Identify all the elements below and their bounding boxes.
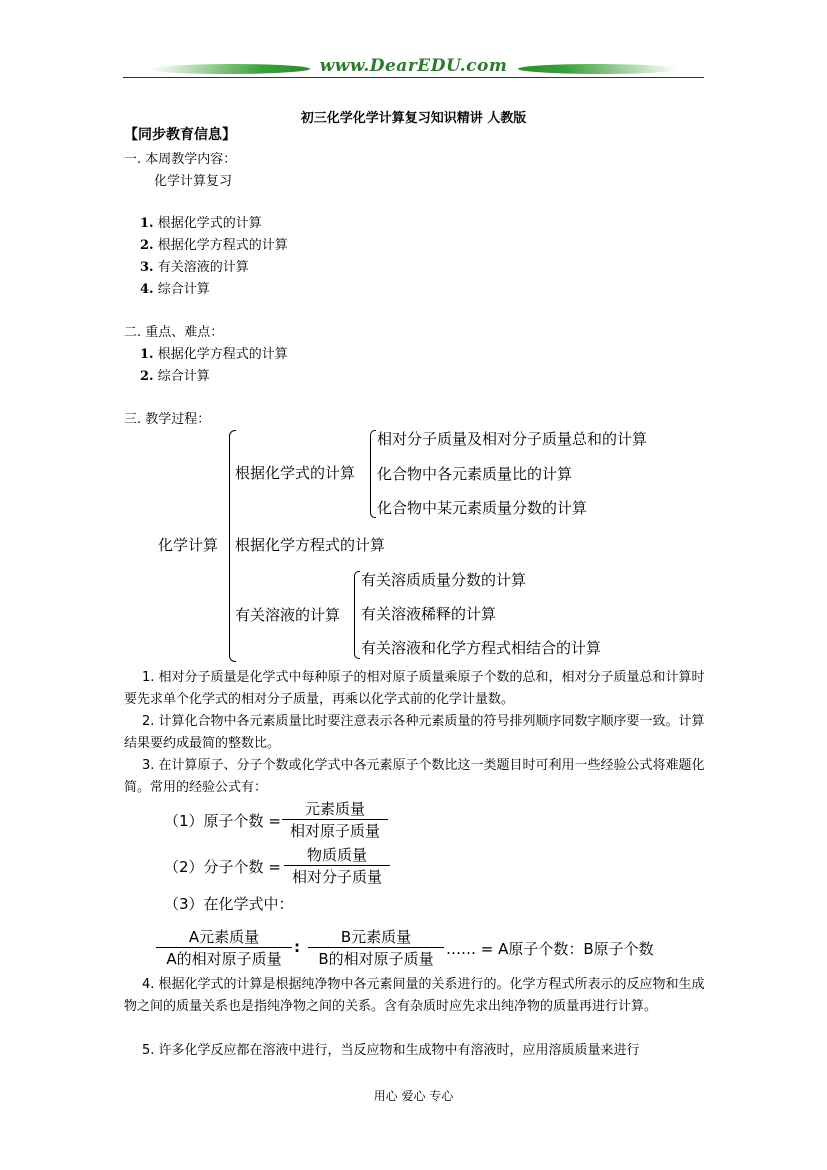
tree-leaf: 相对分子质量及相对分子质量总和的计算 <box>377 430 648 448</box>
tree-leaf: 化合物中某元素质量分数的计算 <box>377 499 588 517</box>
s1-item: 3. 有关溶液的计算 <box>140 260 249 275</box>
paragraph: 1. 相对分子质量是化学式中每种原子的相对原子质量乘原子个数的总和，相对分子质量总和计算时要先求单个化学式的相对分子质量，再乘以化学式前的化学计量数。 <box>124 670 705 707</box>
numerator: 物质质量 <box>306 846 367 864</box>
tree-branch-1: 根据化学式的计算 <box>235 464 356 482</box>
paragraph: 2. 计算化合物中各元素质量比时要注意表示各种元素质量的符号排列顺序同数字顺序要一致。计算结果要约成最简的整数比。 <box>124 714 705 751</box>
tree-brace-1 <box>370 430 376 518</box>
formula-3-tail: …… = A原子个数：B原子个数 <box>446 940 654 958</box>
s2-heading: 二. 重点、难点： <box>124 325 224 340</box>
formula-2-fraction <box>284 844 390 887</box>
paragraph: 5. 许多化学反应都在溶液中进行，当反应物和生成物中有溶液时，应用溶质质量来进行 <box>142 1043 640 1058</box>
tree-leaf: 有关溶质质量分数的计算 <box>361 571 527 589</box>
paragraph: 4. 根据化学式的计算是根据纯净物中各元素间量的关系进行的。化学方程式所表示的反应物和生成物之间的质量关系也是指纯净物之间的关系。含有杂质时应先求出纯净物的质量再进行计算。 <box>124 977 705 1014</box>
paragraph: 3. 在计算原子、分子个数或化学式中各元素原子个数比这一类题目时可利用一些经验公式将难题化简。常用的经验公式有： <box>124 758 705 795</box>
ratio-separator: : <box>294 938 300 956</box>
formula-3-fraction-a <box>156 926 292 969</box>
tree-leaf: 有关溶液和化学方程式相结合的计算 <box>361 639 602 657</box>
header-rule <box>123 77 704 78</box>
tree-brace-3 <box>354 571 360 659</box>
numerator: A元素质量 <box>188 928 260 946</box>
denominator: 相对原子质量 <box>282 819 388 841</box>
s2-item: 1. 根据化学方程式的计算 <box>140 347 288 362</box>
s1-item: 1. 根据化学式的计算 <box>140 216 262 231</box>
s1-item: 4. 综合计算 <box>140 282 210 297</box>
formula-2-label: （2）分子个数 = <box>164 858 281 876</box>
tree-branch-2: 根据化学方程式的计算 <box>235 536 386 554</box>
s3-heading: 三. 教学过程： <box>124 412 211 427</box>
s2-item: 2. 综合计算 <box>140 369 210 384</box>
page-footer: 用心 爱心 专心 <box>373 1089 454 1103</box>
s1-item: 2. 根据化学方程式的计算 <box>140 238 288 253</box>
formula-3-label: （3）在化学式中： <box>164 895 294 913</box>
denominator: 相对分子质量 <box>284 865 390 887</box>
tree-root: 化学计算 <box>158 536 219 554</box>
s1-subtitle: 化学计算复习 <box>154 174 233 189</box>
page-title: 初三化学化学计算复习知识精讲 人教版 <box>300 111 527 126</box>
numerator: B元素质量 <box>340 928 412 946</box>
numerator: 元素质量 <box>304 800 365 818</box>
tree-leaf: 有关溶液稀释的计算 <box>361 605 497 623</box>
site-logo: www.DearEDU.com <box>319 56 508 76</box>
formula-3-fraction-b <box>308 926 444 969</box>
tree-branch-3: 有关溶液的计算 <box>235 606 341 624</box>
s1-heading: 一. 本周教学内容： <box>124 152 237 167</box>
formula-1-fraction <box>282 798 388 841</box>
section-label: 【同步教育信息】 <box>124 127 236 143</box>
denominator: A的相对原子质量 <box>156 947 292 969</box>
tree-leaf: 化合物中各元素质量比的计算 <box>377 465 573 483</box>
formula-1-label: （1）原子个数 = <box>164 812 281 830</box>
denominator: B的相对原子质量 <box>308 947 444 969</box>
